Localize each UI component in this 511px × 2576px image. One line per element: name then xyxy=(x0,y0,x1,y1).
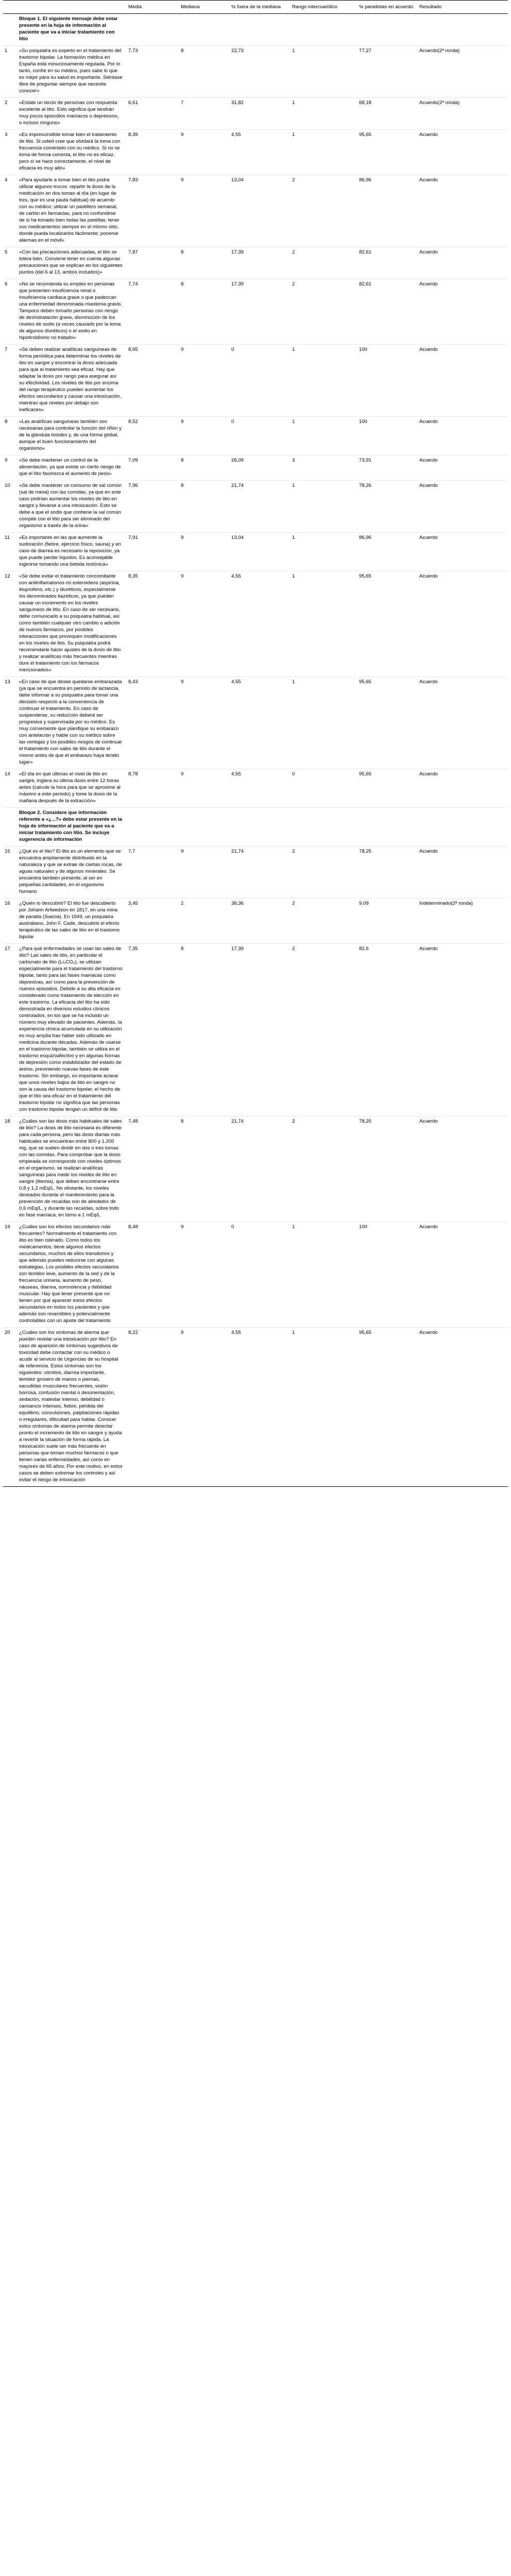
statement-text: ¿Quién lo descubrió? El litio fue descubierto por Johann Arfwedson en 1817, en una mina de parada (Suecia). En 1949, un psiquiatra australiano, John F. Cade, descubrió el efecto terapéutico de las sales de litio en el trastorno bipolar xyxy=(18,899,127,944)
media-value: 7,35 xyxy=(127,944,179,1116)
media-value: 7,74 xyxy=(127,279,179,345)
table-row xyxy=(3,46,508,98)
rango-value: 0 xyxy=(291,769,357,808)
resultado-value: Acuerdo xyxy=(418,279,508,345)
acuerdo-value: 73,91 xyxy=(357,455,418,481)
rango-value: 1 xyxy=(291,677,357,769)
fuera-value: 21,74 xyxy=(230,846,291,899)
rango-value: 2 xyxy=(291,944,357,1116)
item-number: 17 xyxy=(3,944,18,1116)
table-row xyxy=(3,247,508,279)
statement-text: «Se debe evitar el tratamiento concomitante con antiinflamatorios no esteroideos (aspirina, ibuprofeno, etc.) y diuréticos, especialmente los denominados tiazídicos, ya que pueden causar un incremento en los niveles sanguíneos de litio. En caso de ser necesario, debe comunicarlo a su psiquiatra habitual, así como también cualquier otro cambio o adición de nuevos fármacos, por posibles interacciones que provoquen modificaciones en los niveles de litio. Su psiquiatra podrá recomendarle hacer ajustes de la dosis de litio y realizar analíticas más frecuentes mientras dure el tratamiento con los fármacos mencionados» xyxy=(18,571,127,677)
media-value: 8,43 xyxy=(127,677,179,769)
fuera-value: 31,82 xyxy=(230,98,291,130)
mediana-value: 9 xyxy=(179,345,230,417)
resultado-value: Acuerdo(2ª ronda) xyxy=(418,46,508,98)
mediana-value: 8 xyxy=(179,1116,230,1222)
media-value: 7,83 xyxy=(127,175,179,247)
fuera-value: 4,55 xyxy=(230,1328,291,1487)
media-value: 8,52 xyxy=(127,417,179,455)
statement-text: ¿Cuáles son los síntomas de alarma que pueden revelar una intoxicación por litio? En caso de aparición de síntomas sugestivos de toxicidad debe contactar con su médico o acudir al servicio de Urgencias de su hospital de referencia. Estos síntomas son los siguientes: vómitos, diarrea importante, temblor grosero de manos o piernas, sacudidas musculares frecuentes, visión borrosa, confusión mental o desorientación, sedación, malestar intenso, debilidad o cansancio intensos, fiebre, pérdida del equilibrio, convulsiones, palpitaciones rápidas o irregulares, dificultad para hablar. Conocer estos síntomas de alarma permite detectar pronto el incremento de litio en sangre y ayuda a revertir la situación de forma rápida. La intoxicación suele ser más frecuente en personas que toman muchos fármacos o que tienen varias enfermedades, así como en mayores de 65 años. Por este motivo, en estos casos se deben extremar los controles y así evitar el riesgo de intoxicación xyxy=(18,1328,127,1487)
item-number: 13 xyxy=(3,677,18,769)
fuera-value: 4,55 xyxy=(230,571,291,677)
fuera-value: 22,73 xyxy=(230,46,291,98)
statement-text: «Su psiquiatra es experto en el tratamiento del trastorno bipolar. La formación médica en España está minuciosamente regulada. Por lo tanto, confíe en su médico, pues sabe lo que es mejor para su salud es importante. Siéntase libre de preguntar siempre que necesite conocer» xyxy=(18,46,127,98)
rango-value: 1 xyxy=(291,46,357,98)
acuerdo-value: 95,65 xyxy=(357,130,418,175)
resultado-value: Acuerdo(2ª ronda) xyxy=(418,98,508,130)
mediana-value: 9 xyxy=(179,769,230,808)
mediana-value: 9 xyxy=(179,1222,230,1328)
acuerdo-value: 78,25 xyxy=(357,846,418,899)
section-row xyxy=(3,14,508,46)
acuerdo-value: 95,65 xyxy=(357,571,418,677)
col-fuera-header: % fuera de la mediana xyxy=(230,1,291,14)
item-number: 5 xyxy=(3,247,18,279)
statement-text: «Es imprescindible tomar bien el tratamiento de litio. Si usted cree que olvidará la toma con frecuencia coméntelo con su médico. Si no se toma de forma correcta, el litio no es eficaz, pero sí se hace correctamente, el nivel de eficacia es muy alto» xyxy=(18,130,127,175)
rango-value: 1 xyxy=(291,571,357,677)
table-row xyxy=(3,455,508,481)
acuerdo-value: 68,18 xyxy=(357,98,418,130)
resultado-value: Acuerdo xyxy=(418,175,508,247)
rango-value: 2 xyxy=(291,279,357,345)
table-row xyxy=(3,1328,508,1487)
media-value: 7,48 xyxy=(127,1116,179,1222)
statement-text: «Es importante en las que aumente la sudoración (fiebre, ejercicio físico, sauna) y en caso de diarrea es necesario la reposición, ya que puede perder líquidos. Es aconsejable ingerirse tomando una bebida isotónica» xyxy=(18,533,127,571)
col-mediana-header: Mediana xyxy=(179,1,230,14)
statement-text: «En caso de que desee quedarse embarazada (ya que se encuentra en periodo de lactancia, debe informar a su psiquiatra para tomar una decisión respecto a la conveniencia de continuar el tratamiento. En caso de suspenderse, su reducción deberá ser progresiva y supervisada por su médico. Es muy conveniente que planifique su embarazo con antelación y hable con su médico sobre las ventajas y los posibles riesgos de continuar el tratamiento con sales de litio durante el mismo antes de que el embarazo haya tenido lugar» xyxy=(18,677,127,769)
mediana-value: 8 xyxy=(179,247,230,279)
resultado-value: Acuerdo xyxy=(418,1222,508,1328)
statement-text: «Se deben realizar analíticas sanguíneas de forma periódica para determinar los niveles de litio en sangre y encontrar la dosis adecuada para que el tratamiento sea eficaz. Hay que adaptar la dosis por rango para asegurar así su efectividad. Los niveles de litio por encima del rango terapéutico pueden aumentar los efectos secundarios y causar una intoxicación, mientras que niveles por debajo son ineficaces» xyxy=(18,345,127,417)
table-header xyxy=(3,1,508,14)
section-blank xyxy=(127,14,508,46)
statement-text: «Se debe mantener un control de la alimentación, ya que existe un cierto riesgo de que el litio favorezca el aumento de peso» xyxy=(18,455,127,481)
resultado-value: Acuerdo xyxy=(418,130,508,175)
col-rango-header: Rango intercuartílico xyxy=(291,1,357,14)
item-number: 20 xyxy=(3,1328,18,1487)
acuerdo-value: 82,61 xyxy=(357,279,418,345)
item-number: 4 xyxy=(3,175,18,247)
acuerdo-value: 9,09 xyxy=(357,899,418,944)
media-value: 8,48 xyxy=(127,1222,179,1328)
table-row xyxy=(3,769,508,808)
item-number: 16 xyxy=(3,899,18,944)
rango-value: 1 xyxy=(291,533,357,571)
table-row xyxy=(3,279,508,345)
table-row xyxy=(3,846,508,899)
col-acuerdo-header: % panelistas en acuerdo xyxy=(357,1,418,14)
fuera-value: 17,39 xyxy=(230,944,291,1116)
statement-text: ¿Qué es el litio? El litio es un elemento que se encuentra ampliamente distribuido en la naturaleza y que se extrae de ciertas rocas, de aguas naturales y de algunos minerales. Se encuentra también presente, al ser en pequeñas cantidades, en el organismo humano xyxy=(18,846,127,899)
rango-value: 2 xyxy=(291,175,357,247)
acuerdo-value: 95,65 xyxy=(357,1328,418,1487)
rango-value: 3 xyxy=(291,455,357,481)
statement-text: ¿Cuáles son los efectos secundarios más frecuentes? Normalmente el tratamiento con litio es bien tolerado. Como todos los medicamentos, tiene algunos efectos secundarios, muchos de ellos transitorios y que además pueden reducirse con algunas estrategias. Los posibles efectos secundarios son temblor leve, aumento de la sed y de la frecuencia urinaria, aumento de peso, náuseas, diarrea, somnolencia y debilidad muscular. Hay que tener presente que no tienen por qué aparecer estos efectos secundarios en todos los pacientes y que además son reversibles y potencialmente controlables con un ajuste del tratamiento xyxy=(18,1222,127,1328)
item-number: 11 xyxy=(3,533,18,571)
item-number: 1 xyxy=(3,46,18,98)
item-number: 2 xyxy=(3,98,18,130)
media-value: 7,96 xyxy=(127,481,179,533)
fuera-value: 0 xyxy=(230,345,291,417)
statement-text: «Se debe mantener un consumo de sal común (sal de mesa) con las comidas, ya que en este caso podrían aumentar los niveles de litio en sangre y llevarse a una intoxicación. Esto se debe a que el sodio que contiene la sal común compite con el litio para ser eliminado del organismo a través de la orina» xyxy=(18,481,127,533)
statement-text: «Con las precauciones adecuadas, el litio se tolera bien. Conviene tener en cuenta algunas precauciones que se explican en los siguientes puntos (del 6 al 13, ambos incluidos)» xyxy=(18,247,127,279)
fuera-value: 4,55 xyxy=(230,769,291,808)
item-number: 10 xyxy=(3,481,18,533)
col-media-header: Media xyxy=(127,1,179,14)
acuerdo-value: 100 xyxy=(357,1222,418,1328)
fuera-value: 4,55 xyxy=(230,677,291,769)
resultado-value: Acuerdo xyxy=(418,1328,508,1487)
mediana-value: 9 xyxy=(179,130,230,175)
table-row xyxy=(3,1222,508,1328)
rango-value: 2 xyxy=(291,899,357,944)
item-number: 3 xyxy=(3,130,18,175)
mediana-value: 9 xyxy=(179,175,230,247)
section-title: Bloque 2. Considere que información referente a «¿...?» debe estar presente en la hoja de información al paciente que va a iniciar tratamiento con litio. Se incluye sugerencia de información xyxy=(18,808,127,846)
table-row xyxy=(3,345,508,417)
mediana-value: 8 xyxy=(179,279,230,345)
table-row xyxy=(3,175,508,247)
section-row xyxy=(3,808,508,846)
mediana-value: 2 xyxy=(179,899,230,944)
media-value: 8,78 xyxy=(127,769,179,808)
table-row xyxy=(3,98,508,130)
section-spacer xyxy=(3,808,18,846)
statement-text: «Las analíticas sanguíneas también son necesarias para controlar la función del riñón y de la glándula tiroides y, de una forma global, aunque el buen funcionamiento del organismo» xyxy=(18,417,127,455)
acuerdo-value: 86,96 xyxy=(357,175,418,247)
statement-text: «Estate un tercio de personas con respuesta excelente al litio. Esto significa que tendrán muy pocos episodios maníacos o depresivos, o incluso ninguno» xyxy=(18,98,127,130)
table-row xyxy=(3,899,508,944)
rango-value: 2 xyxy=(291,1116,357,1222)
item-number: 12 xyxy=(3,571,18,677)
table-body xyxy=(3,14,508,1487)
acuerdo-value: 95,65 xyxy=(357,769,418,808)
item-number: 9 xyxy=(3,455,18,481)
statement-text: ¿Para qué enfermedades se usan las sales de litio? Las sales de litio, en particular el carbonato de litio (Li₂CO₃), se utilizan especialmente para el tratamiento del trastorno bipolar, tanto para las fases maníacas como depresivas, así como para la prevención de nuevos episodios. Debido a su alta eficacia es considerado como tratamiento de elección en este trastorno. La eficacia del litio ha sido demostrada en diversos estudios clínicos controlados, en los que se ha incluido un número muy elevado de pacientes. Además, la experiencia clínica acumulada en su utilización es muy amplia tras haber sido utilizado en medicina durante décadas. Además de usarse en el trastorno bipolar, también se utiliza en el trastorno esquizoafectivo y en algunas formas de depresión como estabilizador del estado de ánimo, previniendo nuevas fases de este trastorno. Sin embargo, es importante aclarar que unos niveles bajos de litio en sangre no son la causa del trastorno bipolar; el hecho de que el litio sea eficaz en el tratamiento del trastorno bipolar no significa que las personas con trastorno bipolar tengan un déficit de litio xyxy=(18,944,127,1116)
rango-value: 1 xyxy=(291,1222,357,1328)
section-spacer xyxy=(3,14,18,46)
media-value: 6,61 xyxy=(127,98,179,130)
mediana-value: 8 xyxy=(179,455,230,481)
mediana-value: 8 xyxy=(179,944,230,1116)
fuera-value: 0 xyxy=(230,417,291,455)
acuerdo-value: 82,6 xyxy=(357,944,418,1116)
rango-value: 2 xyxy=(291,247,357,279)
rango-value: 1 xyxy=(291,98,357,130)
col-statement-header xyxy=(18,1,127,14)
fuera-value: 21,74 xyxy=(230,481,291,533)
item-number: 8 xyxy=(3,417,18,455)
rango-value: 1 xyxy=(291,481,357,533)
mediana-value: 7 xyxy=(179,98,230,130)
mediana-value: 9 xyxy=(179,417,230,455)
fuera-value: 36,36 xyxy=(230,899,291,944)
media-value: 8,65 xyxy=(127,345,179,417)
item-number: 18 xyxy=(3,1116,18,1222)
resultado-value: Acuerdo xyxy=(418,481,508,533)
mediana-value: 8 xyxy=(179,481,230,533)
resultado-value: Acuerdo xyxy=(418,769,508,808)
item-number: 14 xyxy=(3,769,18,808)
resultado-value: Acuerdo xyxy=(418,533,508,571)
media-value: 7,87 xyxy=(127,247,179,279)
resultado-value: Acuerdo xyxy=(418,1116,508,1222)
fuera-value: 26,09 xyxy=(230,455,291,481)
table-row xyxy=(3,1116,508,1222)
table-row xyxy=(3,481,508,533)
mediana-value: 9 xyxy=(179,533,230,571)
rango-value: 1 xyxy=(291,1328,357,1487)
resultado-value: Acuerdo xyxy=(418,455,508,481)
media-value: 7,73 xyxy=(127,46,179,98)
statement-text: «El día en que últimas el nivel de litio en sangre, ingiera su última dosis entre 12 horas antes (calcule la hora para que se aproxime al máximo a este periodo) y tome la dosis de la mañana después de la extracción» xyxy=(18,769,127,808)
fuera-value: 17,39 xyxy=(230,279,291,345)
section-blank xyxy=(127,808,508,846)
resultado-value: Indeterminado(2ª ronda) xyxy=(418,899,508,944)
media-value: 7,09 xyxy=(127,455,179,481)
fuera-value: 21,74 xyxy=(230,1116,291,1222)
table-row xyxy=(3,130,508,175)
acuerdo-value: 86,96 xyxy=(357,533,418,571)
resultado-value: Acuerdo xyxy=(418,571,508,677)
col-resultado-header: Resultado xyxy=(418,1,508,14)
resultado-value: Acuerdo xyxy=(418,677,508,769)
resultado-value: Acuerdo xyxy=(418,345,508,417)
resultado-value: Acuerdo xyxy=(418,846,508,899)
col-number-header xyxy=(3,1,18,14)
section-title: Bloque 1. El siguiente mensaje debe estar presente en la hoja de información al paciente que va a iniciar tratamiento con litio xyxy=(18,14,127,46)
fuera-value: 4,55 xyxy=(230,130,291,175)
acuerdo-value: 77,27 xyxy=(357,46,418,98)
resultado-value: Acuerdo xyxy=(418,944,508,1116)
media-value: 7,7 xyxy=(127,846,179,899)
statement-text: «No se recomienda su empleo en personas que presenten insuficiencia renal o insuficiencia cardiaca grave o que padezcan una enfermedad denominada miastenia gravis. Tampoco deben tomarlo personas con riesgo de deshidratación grave, disminución de los niveles de sodio (a veces causado por la toma de algunos diuréticos) o el sodio en hipotiroidismo no tratado» xyxy=(18,279,127,345)
item-number: 7 xyxy=(3,345,18,417)
rango-value: 2 xyxy=(291,846,357,899)
fuera-value: 13,04 xyxy=(230,175,291,247)
table-row xyxy=(3,677,508,769)
acuerdo-value: 100 xyxy=(357,345,418,417)
table-row xyxy=(3,417,508,455)
rango-value: 1 xyxy=(291,345,357,417)
acuerdo-value: 78,26 xyxy=(357,481,418,533)
acuerdo-value: 100 xyxy=(357,417,418,455)
resultado-value: Acuerdo xyxy=(418,417,508,455)
media-value: 7,91 xyxy=(127,533,179,571)
rango-value: 1 xyxy=(291,130,357,175)
item-number: 6 xyxy=(3,279,18,345)
mediana-value: 9 xyxy=(179,1328,230,1487)
mediana-value: 9 xyxy=(179,846,230,899)
table-row xyxy=(3,944,508,1116)
mediana-value: 9 xyxy=(179,571,230,677)
media-value: 8,35 xyxy=(127,571,179,677)
acuerdo-value: 95,65 xyxy=(357,677,418,769)
resultado-value: Acuerdo xyxy=(418,247,508,279)
fuera-value: 0 xyxy=(230,1222,291,1328)
media-value: 8,22 xyxy=(127,1328,179,1487)
rango-value: 1 xyxy=(291,417,357,455)
item-number: 19 xyxy=(3,1222,18,1328)
fuera-value: 17,39 xyxy=(230,247,291,279)
statement-text: ¿Cuáles son las dosis más habituales de sales de litio? La dosis de litio necesaria es diferente para cada persona, pero las dosis diarias más habituales se encuentran entre 800 y 1.200 mg, que se suelen dividir en dos o tres tomas con las comidas. Para comprobar que la dosis empleada se corresponde con niveles óptimos en el organismo, se realizan analíticas sanguíneas para medir los niveles de litio en sangre (litemia), que deben encontrarse entre 0,8 y 1,2 mEq/L. No obstante, los niveles deseados durante el mantenimiento para la prevención de recaídas son de alrededor de 0,6 mEq/L, y durante las recaídas, sobre todo en fase maníaca, en torno a 1 mEq/L xyxy=(18,1116,127,1222)
acuerdo-value: 82,61 xyxy=(357,247,418,279)
media-value: 8,39 xyxy=(127,130,179,175)
table-row xyxy=(3,533,508,571)
table-row xyxy=(3,571,508,677)
statement-text: «Para ayudarle a tomar bien el litio podrá utilizar algunos trucos: repartir la dosis de la medicación en dos tomas al día (en lugar de tres, que es una pauta habitual) de acuerdo con su médico; utilizar un pastillero semanal, de cartón en farmacias, para no confundirse de si ha tomado bien todas las pastillas; tener sus medicamentos siempre en el mismo sitio, donde pueda localizarlos fácilmente; ponerse alarmas en el móvil» xyxy=(18,175,127,247)
mediana-value: 8 xyxy=(179,46,230,98)
media-value: 3,45 xyxy=(127,899,179,944)
acuerdo-value: 78,25 xyxy=(357,1116,418,1222)
fuera-value: 13,04 xyxy=(230,533,291,571)
item-number: 15 xyxy=(3,846,18,899)
delphi-results-table xyxy=(3,0,508,1487)
mediana-value: 9 xyxy=(179,677,230,769)
